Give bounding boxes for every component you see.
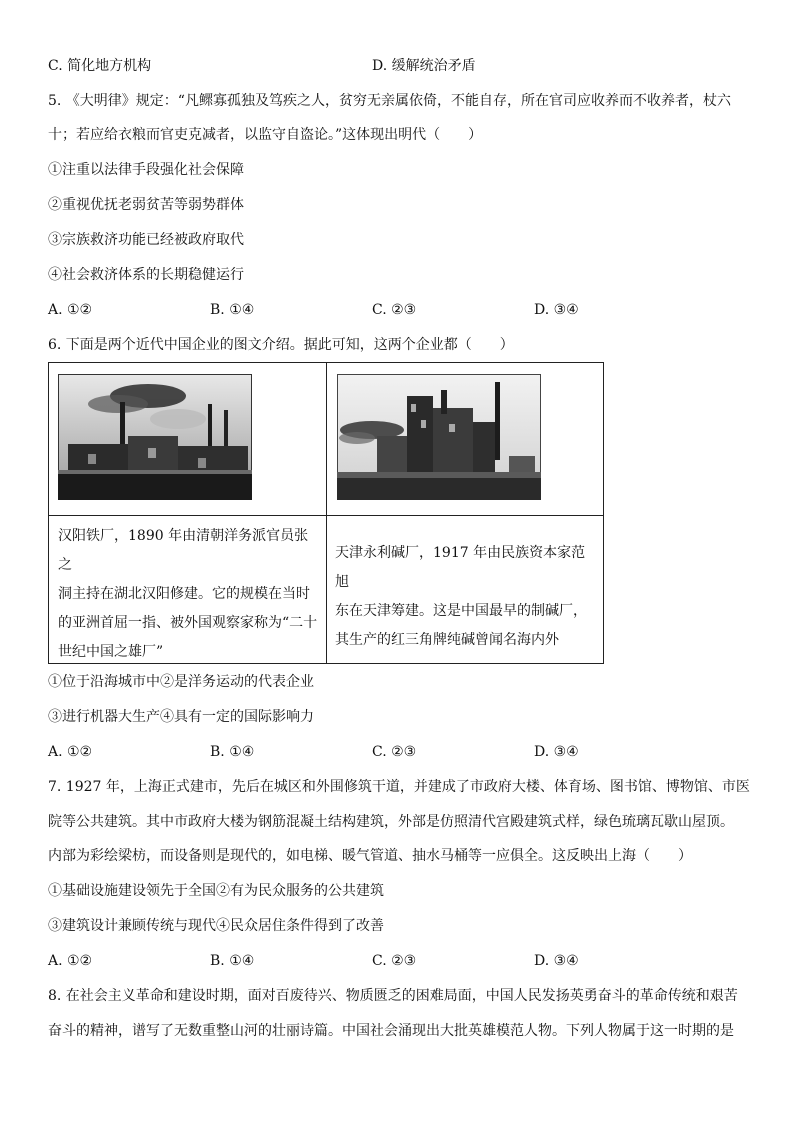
q6-option-d: D. ③④ bbox=[534, 744, 579, 760]
yongli-text-line: 其生产的红三角牌纯碱曾闻名海内外 bbox=[335, 632, 559, 648]
q5-item-4: ④社会救济体系的长期稳健运行 bbox=[48, 267, 244, 283]
q6-option-c: C. ②③ bbox=[372, 744, 417, 760]
q5-option-d: D. ③④ bbox=[534, 302, 579, 318]
q4-option-c: C. 简化地方机构 bbox=[48, 58, 152, 74]
q6-option-b: B. ①④ bbox=[210, 744, 255, 760]
hanyang-text-line: 世纪中国之雄厂” bbox=[58, 644, 164, 660]
q7-items-line2: ③建筑设计兼顾传统与现代④民众居住条件得到了改善 bbox=[48, 918, 384, 934]
q5-option-c: C. ②③ bbox=[372, 302, 417, 318]
hanyang-ironworks-description bbox=[58, 522, 320, 667]
q6-stem: 6. 下面是两个近代中国企业的图文介绍。据此可知，这两个企业都（ ） bbox=[48, 337, 514, 353]
q5-option-a: A. ①② bbox=[48, 302, 93, 318]
q7-stem-line3: 内部为彩绘梁枋，而设备则是现代的，如电梯、暖气管道、抽水马桶等一应俱全。这反映出上海（ ） bbox=[48, 848, 692, 864]
q6-table bbox=[48, 362, 604, 664]
q7-stem-line2: 院等公共建筑。其中市政府大楼为钢筋混凝土结构建筑，外部是仿照清代宫殿建筑式样，绿色琉璃瓦歇山屋顶。 bbox=[48, 814, 734, 830]
yongli-soda-factory-photo bbox=[337, 374, 541, 500]
q7-option-c: C. ②③ bbox=[372, 953, 417, 969]
table-row-divider bbox=[49, 515, 603, 516]
table-column-divider bbox=[326, 363, 327, 663]
yongli-text-line: 东在天津筹建。这是中国最早的制碱厂， bbox=[335, 603, 587, 619]
q6-option-a: A. ①② bbox=[48, 744, 93, 760]
q7-option-d: D. ③④ bbox=[534, 953, 579, 969]
q7-option-b: B. ①④ bbox=[210, 953, 255, 969]
q5-stem-line2: 十；若应给衣粮而官吏克减者，以监守自盗论。”这体现出明代（ ） bbox=[48, 127, 483, 143]
q5-item-1: ①注重以法律手段强化社会保障 bbox=[48, 162, 244, 178]
yongli-text-line: 天津永利碱厂，1917 年由民族资本家范旭 bbox=[335, 545, 586, 590]
q7-option-a: A. ①② bbox=[48, 953, 93, 969]
q8-stem-line1: 8. 在社会主义革命和建设时期，面对百废待兴、物质匮乏的困难局面，中国人民发扬英勇奋斗的革命传统和艰苦 bbox=[48, 988, 738, 1004]
hanyang-text-line: 汉阳铁厂，1890 年由清朝洋务派官员张之 bbox=[58, 528, 309, 573]
q5-item-3: ③宗族救济功能已经被政府取代 bbox=[48, 232, 244, 248]
q5-stem-line1: 5. 《大明律》规定：“凡鳏寡孤独及笃疾之人，贫穷无亲属依倚，不能自存，所在官司应收养而不收养者，杖六 bbox=[48, 93, 731, 109]
hanyang-text-line: 的亚洲首屈一指、被外国观察家称为“二十 bbox=[58, 615, 318, 631]
q4-option-d: D. 缓解统治矛盾 bbox=[372, 58, 476, 74]
q7-stem-line1: 7. 1927 年，上海正式建市，先后在城区和外围修筑干道，并建成了市政府大楼、体育场、图书馆、博物馆、市医 bbox=[48, 779, 750, 795]
q6-items-line1: ①位于沿海城市中②是洋务运动的代表企业 bbox=[48, 674, 314, 690]
q7-items-line1: ①基础设施建设领先于全国②有为民众服务的公共建筑 bbox=[48, 883, 384, 899]
q5-item-2: ②重视优抚老弱贫苦等弱势群体 bbox=[48, 197, 244, 213]
hanyang-text-line: 洞主持在湖北汉阳修建。它的规模在当时 bbox=[58, 586, 310, 602]
hanyang-ironworks-photo bbox=[58, 374, 252, 500]
yongli-soda-description bbox=[335, 539, 597, 655]
q5-option-b: B. ①④ bbox=[210, 302, 255, 318]
q6-items-line2: ③进行机器大生产④具有一定的国际影响力 bbox=[48, 709, 314, 725]
q8-stem-line2: 奋斗的精神，谱写了无数重整山河的壮丽诗篇。中国社会涌现出大批英雄模范人物。下列人物属于这一时期的是 bbox=[48, 1023, 734, 1039]
